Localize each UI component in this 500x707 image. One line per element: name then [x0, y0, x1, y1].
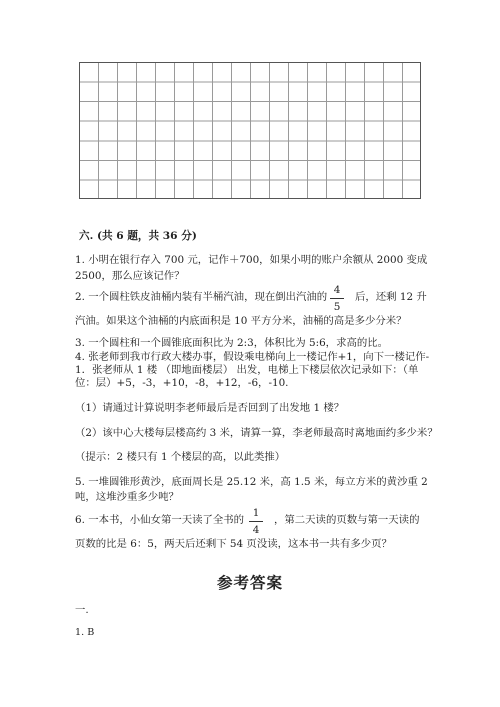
- question-6-fraction: [249, 507, 263, 536]
- question-4-sub-1: （1）请通过计算说明李老师最后是否回到了出发地 1 楼？: [75, 402, 345, 414]
- question-1-line-2: 2500，那么应该记作？: [75, 270, 185, 282]
- fraction-numerator: 4: [333, 284, 341, 296]
- answer-grid: [79, 62, 421, 199]
- question-6-line-1-end: ，第二天读的页数与第一天读的: [274, 514, 420, 526]
- question-2-fraction: [330, 284, 344, 313]
- section-heading: 六. (共 6 题，共 36 分): [79, 230, 197, 242]
- question-3: 3. 一个圆柱和一个圆锥底面积比为 2:3，体积比为 5:6，求高的比。: [75, 337, 389, 349]
- question-5-line-1: 5. 一堆圆锥形黄沙，底面周长是 25.12 米，高 1.5 米，每立方米的黄沙重 2: [75, 476, 428, 488]
- question-4-line-3: 位：层）+5，-3，+10，-8，+12，-6，-10.: [75, 377, 289, 389]
- question-4-line-2: 1．张老师从 1 楼 （即地面楼层） 出发，电梯上下楼层依次记录如下：（单: [75, 364, 419, 376]
- question-2-line-1-end: 后，还剩 12 升: [355, 291, 427, 303]
- question-6-line-1: 6. 一本书，小仙女第一天读了全书的: [75, 514, 245, 526]
- fraction-bar: [330, 298, 344, 299]
- question-5-line-2: 吨，这堆沙重多少吨？: [75, 491, 179, 503]
- question-6-line-2: 页数的比是 6：5，两天后还剩下 54 页没读，这本书一共有多少页？: [75, 538, 392, 550]
- fraction-bar: [249, 521, 263, 522]
- question-1-line-1: 1. 小明在银行存入 700 元，记作＋700，如果小明的账户余额从 2000 变成: [75, 254, 428, 266]
- answer-key-title: 参考答案: [216, 573, 283, 592]
- answer-part-1: 一.: [75, 604, 89, 616]
- question-2-line-1: 2. 一个圆柱铁皮油桶内装有半桶汽油，现在倒出汽油的: [75, 291, 328, 303]
- question-4-hint: （提示：2 楼只有 1 个楼层的高，以此类推）: [75, 451, 286, 463]
- fraction-denominator: 5: [333, 301, 341, 313]
- answer-1: 1. B: [75, 627, 95, 638]
- fraction-denominator: 4: [252, 524, 260, 536]
- question-4-line-1: 4. 张老师到我市行政大楼办事，假设乘电梯向上一楼记作+1，向下一楼记作-: [75, 351, 430, 363]
- question-2-line-2: 汽油。如果这个油桶的内底面积是 10 平方分米，油桶的高是多少分米？: [75, 315, 407, 327]
- fraction-numerator: 1: [252, 507, 260, 519]
- question-4-sub-2: （2）该中心大楼每层楼高约 3 米，请算一算，李老师最高时离地面约多少米？: [75, 427, 438, 439]
